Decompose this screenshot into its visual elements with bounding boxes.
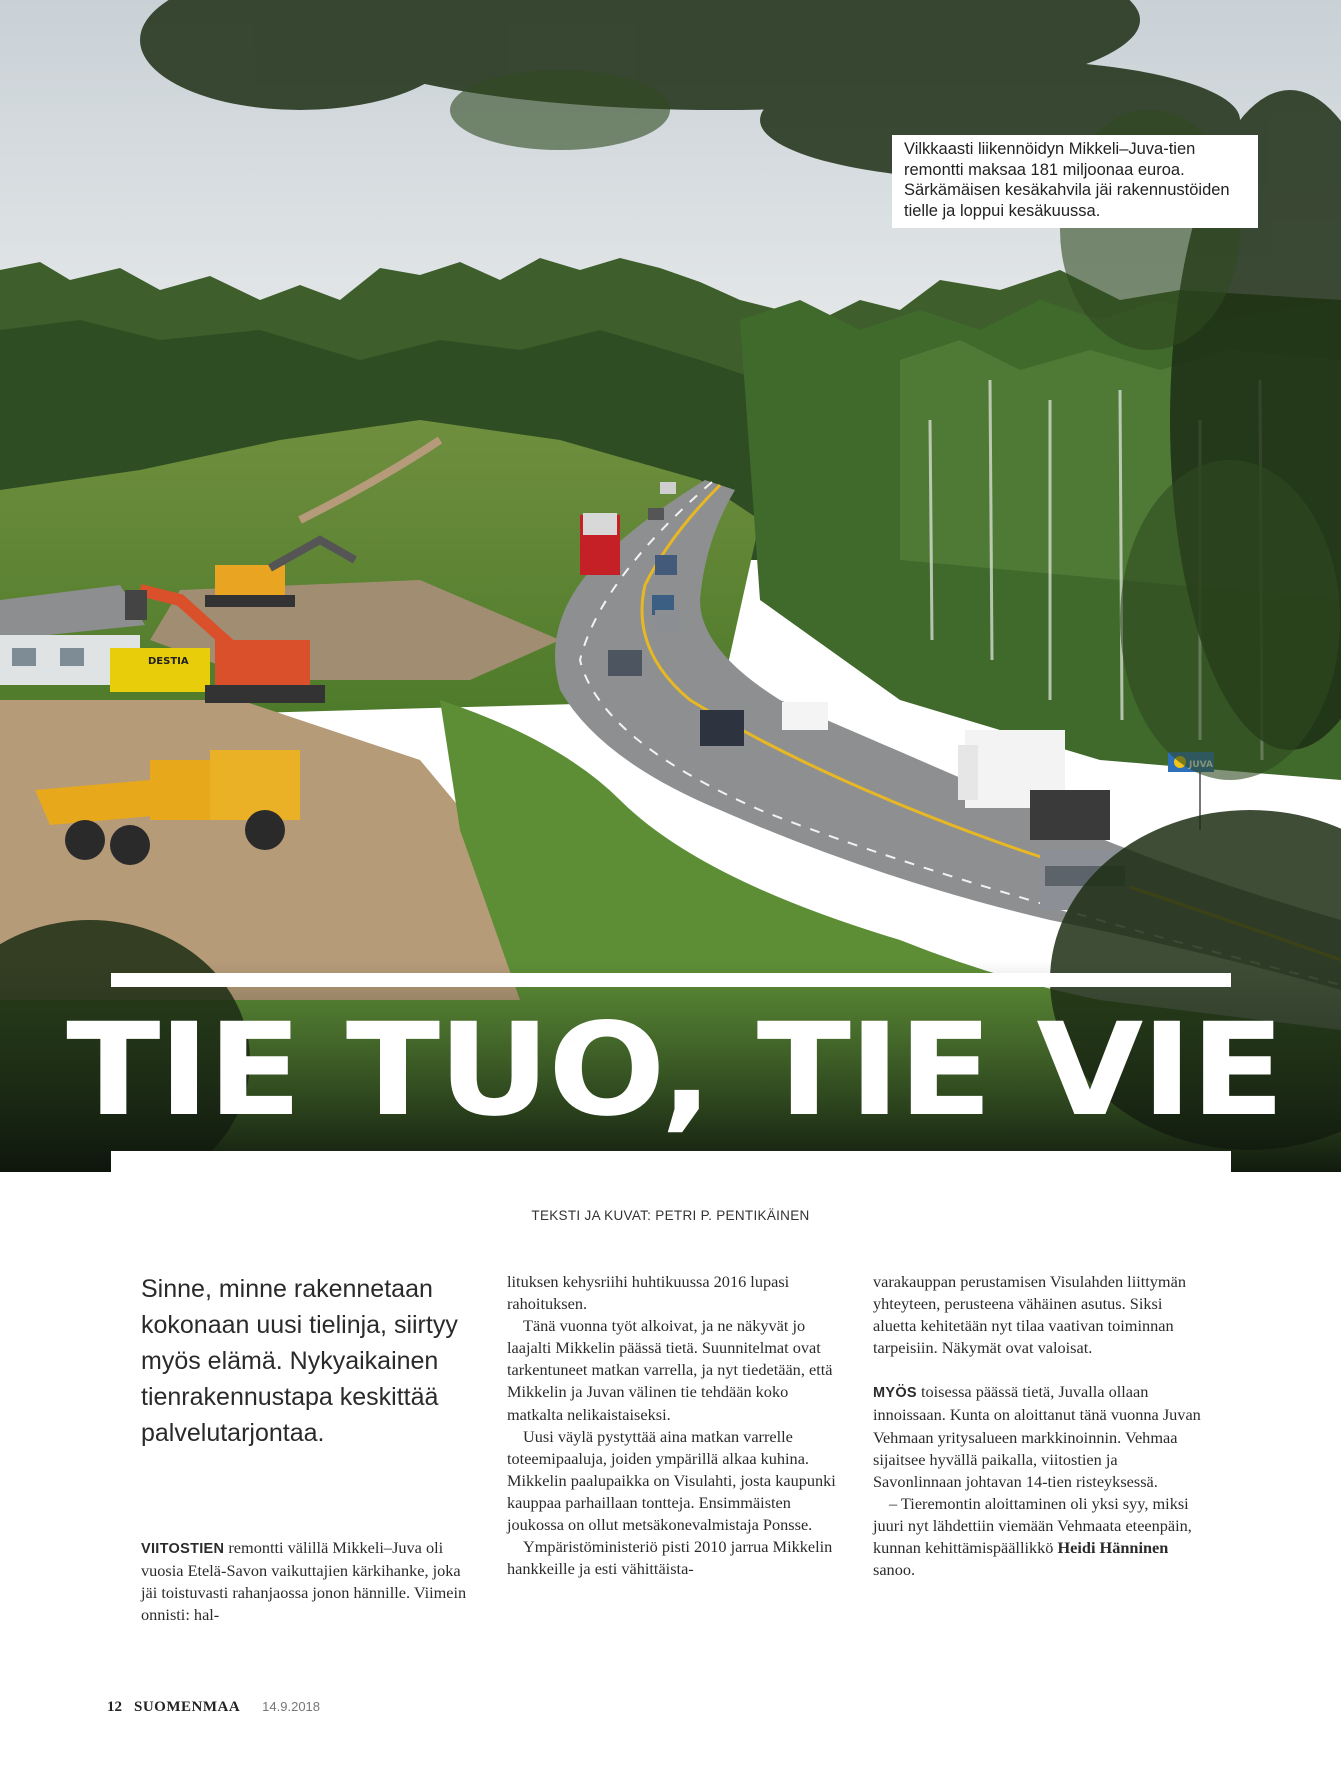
body-paragraph: Uusi väylä pystyttää aina matkan varrelle toteemipaaluja, joiden ympärillä alkaa kuhina. Mikkelin paalupaikka on Visulahti, josta kaupunki kauppaa parhaillaan tontteja. Ensimmäisten joukossa on ollut metsäkonevalmistaja Ponsse. (507, 1426, 836, 1535)
body-paragraph: Ympäristöministeriö pisti 2010 jarrua Mikkelin hankkeille ja esti vähittäista- (507, 1537, 833, 1579)
body-paragraph: lituksen kehysriihi huhtikuussa 2016 lupasi rahoituksen. (507, 1272, 790, 1314)
headline-rule-top (111, 973, 1231, 987)
person-name: Heidi Hänninen (1057, 1538, 1169, 1558)
photo-caption: Vilkkaasti liikennöidyn Mikkeli–Juva-tien remontti maksaa 181 miljoonaa euroa. Särkämäisen kesäkahvila jäi rakennustöiden tielle ja loppui kesäkuussa. (892, 135, 1258, 228)
page-footer (107, 1699, 320, 1716)
lead-in-word: VIITOSTIEN (141, 1541, 225, 1557)
byline: TEKSTI JA KUVAT: PETRI P. PENTIKÄINEN (531, 1208, 810, 1223)
body-paragraph: varakauppan perustamisen Visulahden liittymän yhteyteen, perusteena vähäinen asutus. Siksi aluetta kehitetään nyt tilaa vaativan toiminnan tarpeisiin. Näkymät ovat valoisat. (873, 1272, 1186, 1358)
headline: TIE TUO, TIE VIE (66, 996, 1283, 1145)
headline-rule-bottom (111, 1151, 1231, 1172)
body-paragraph: VIITOSTIEN remontti välillä Mikkeli–Juva oli vuosia Etelä-Savon vaikuttajien kärkihanke, joka jäi toistuvasti rahanjaossa jonon hännille. Viimein onnisti: hal- (141, 1538, 467, 1625)
lead-paragraph: Sinne, minne rakennetaan kokonaan uusi tielinja, siirtyy myös elämä. Nykyaikainen tienrakennustapa keskittää palvelutarjontaa. (141, 1275, 458, 1447)
body-column-1 (141, 1537, 471, 1626)
lead-in-word: MYÖS (873, 1385, 917, 1402)
body-column-3 (873, 1271, 1203, 1581)
issue-date: 14.9.2018 (262, 1699, 321, 1714)
body-paragraph: – Tieremontin aloittaminen oli yksi syy, miksi juuri nyt lähdettiin viemään Vehmaata eteenpäin, kunnan kehittämispäällikkö Heidi Hänninen sanoo. (873, 1493, 1192, 1580)
page-number: 12 (107, 1699, 122, 1715)
body-paragraph: MYÖS toisessa päässä tietä, Juvalla ollaan innoissaan. Kunta on aloittanut tänä vuonna Juvan Vehmaan yritysalueen markkinoinnin. Vehmaa sijaitsee hyvällä paikalla, viitostien ja Savonlinnaan johtavan 14-tien risteyksessä. (873, 1382, 1201, 1491)
machine-label: DESTIA (148, 656, 189, 667)
body-column-2 (507, 1271, 837, 1580)
body-paragraph: Tänä vuonna työt alkoivat, ja ne näkyvät jo laajalti Mikkelin päässä tietä. Suunnitelmat ovat tarkentuneet matkan varrella, ja nyt tiedetään, että Mikkelin ja Juvan välinen tie tehdään koko matkalta nelikaistaiseksi. (507, 1316, 833, 1424)
magazine-name: SUOMENMAA (134, 1699, 241, 1715)
